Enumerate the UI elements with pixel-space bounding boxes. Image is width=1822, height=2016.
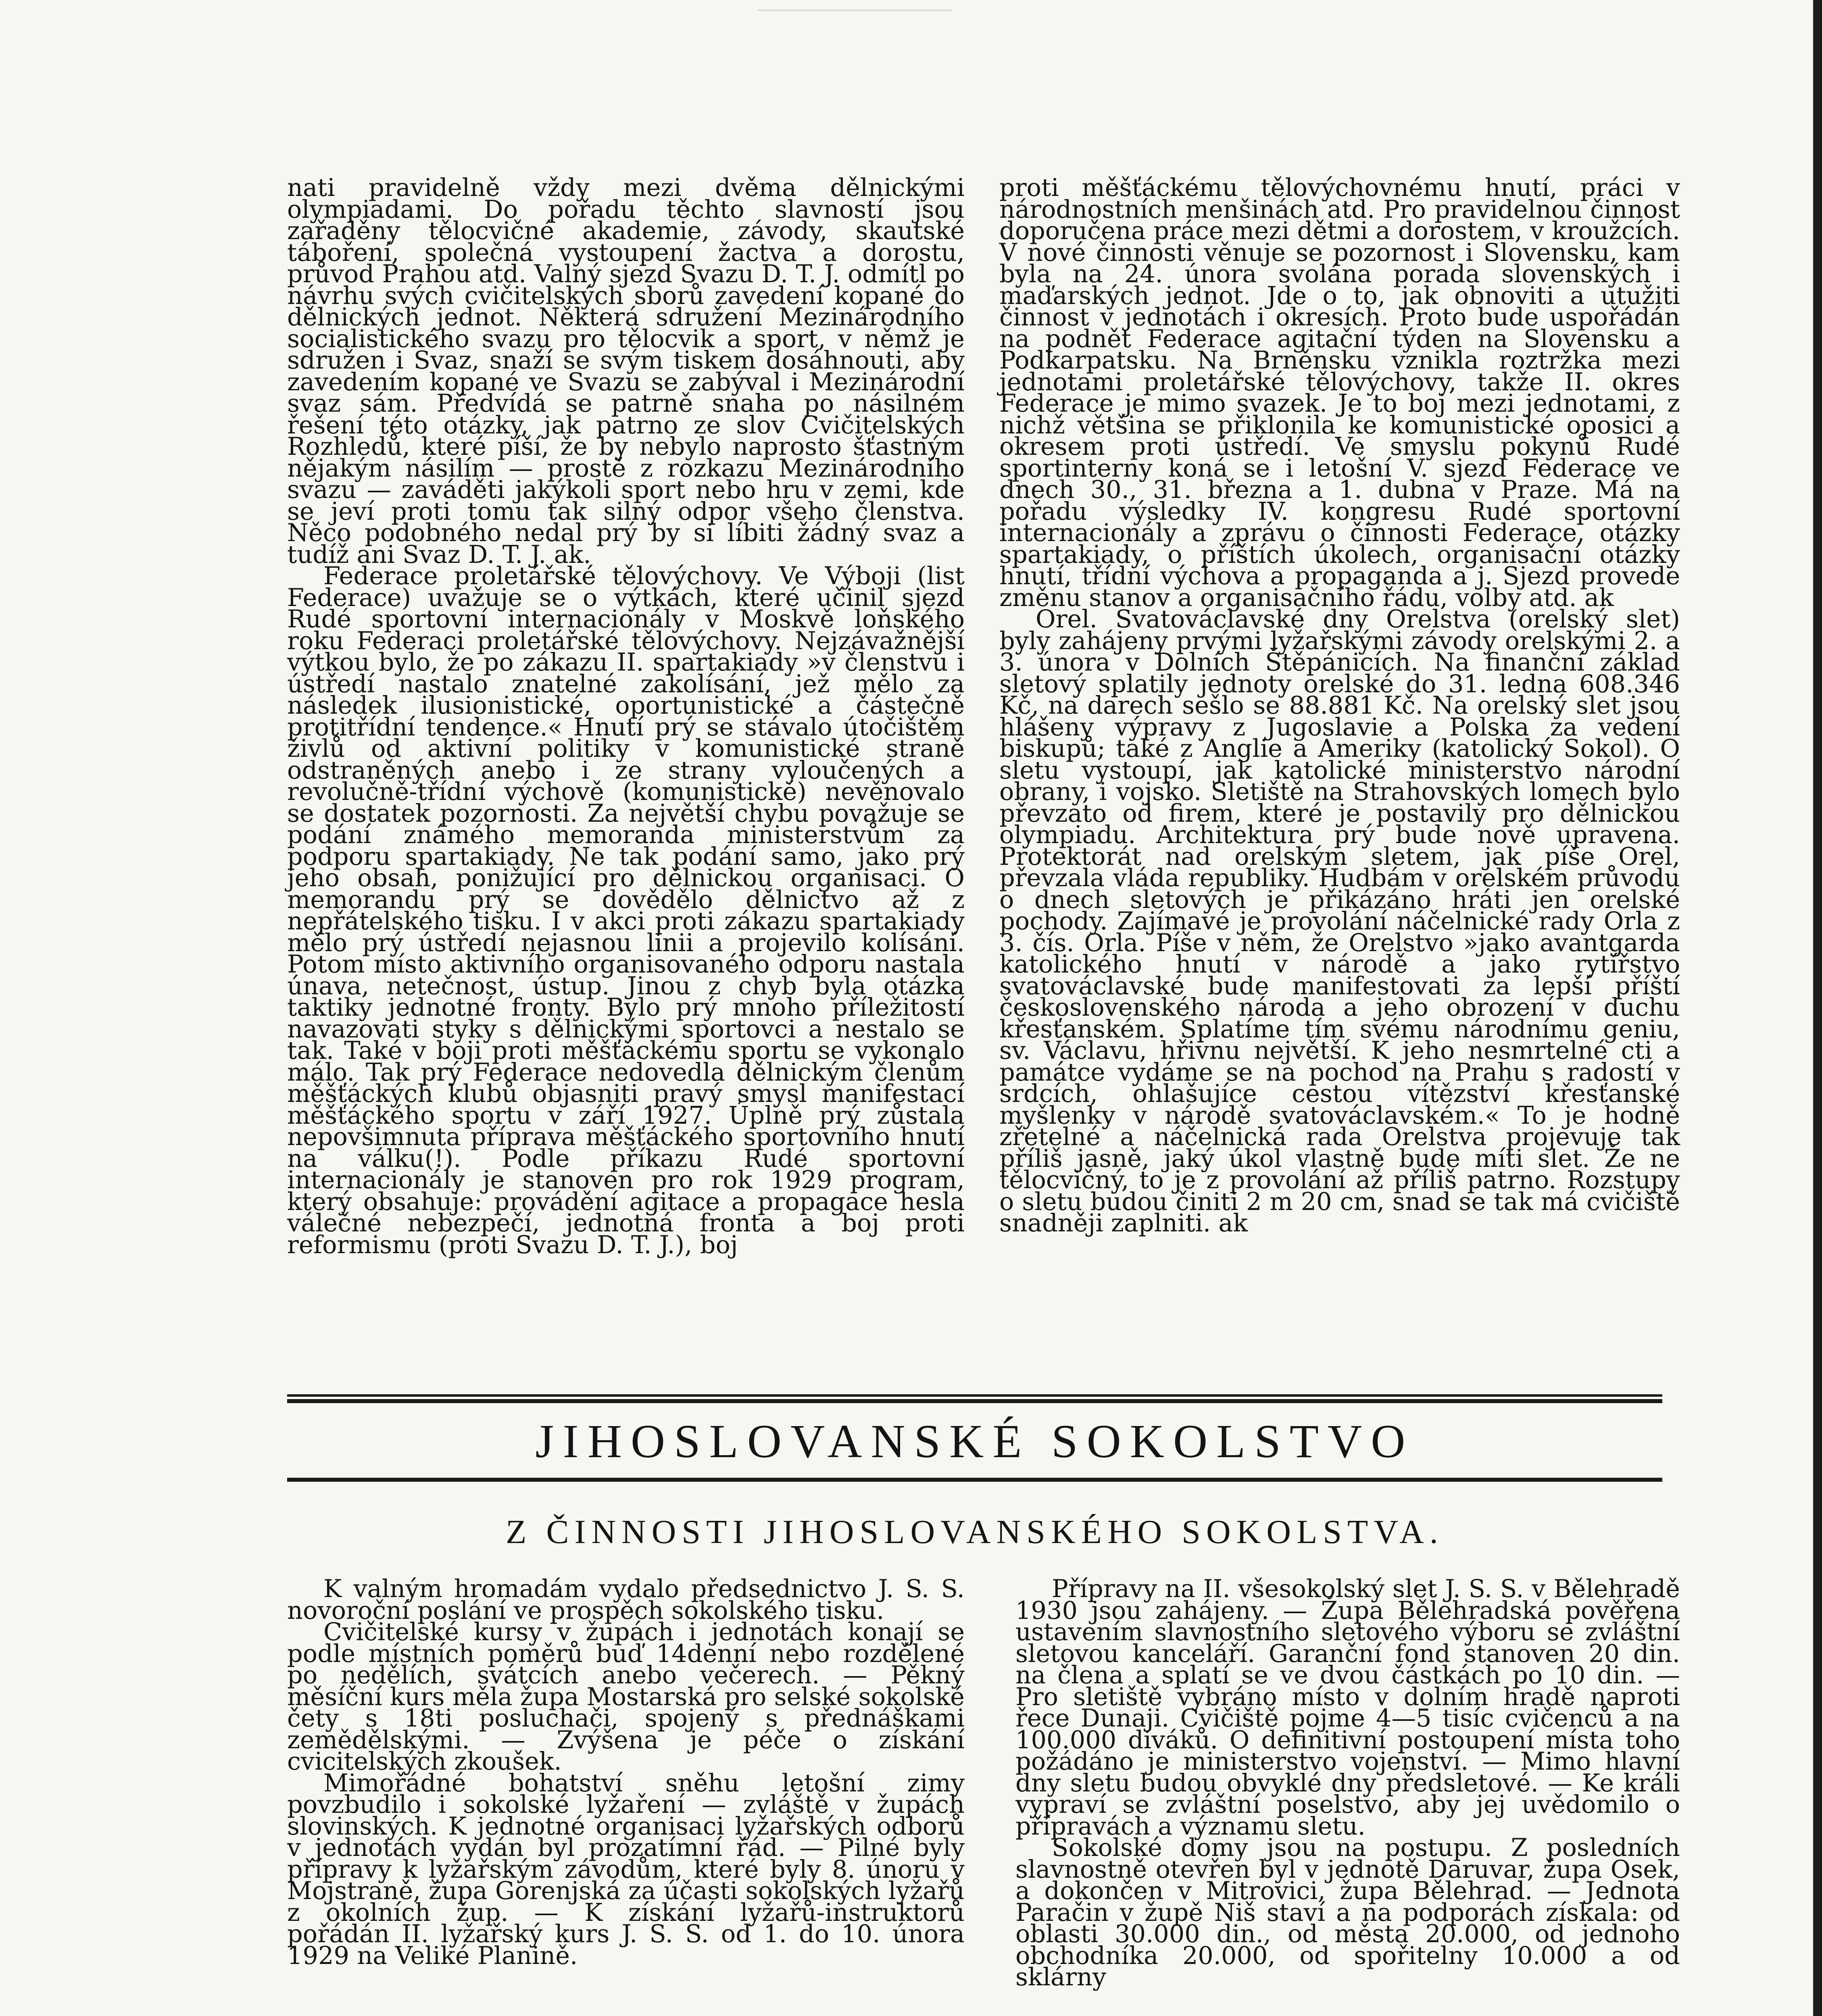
section-divider-bottom	[287, 1478, 1662, 1482]
bottom-left-column	[287, 1575, 965, 1970]
paragraph: Federace proletářské tělovýchovy. Ve Výboji (list Federace) uvažuje se o výtkách, které učinil sjezd Rudé sportovní internacionály v Moskvě loňského roku Federaci proletářské tělovýchovy. Nejzávažnější výtkou bylo, že po zákazu II. spartakiady »v členstvu i ústředí nastalo znatelné zakolísání, jež mělo za následek ilusionistické, oportunistické a částečně protitřídní tendence.« Hnutí prý se stávalo útočištěm živlů od aktivní politiky v komunistické straně odstraněných anebo i ze strany vyloučených a revolučně-třídní výchově (komunistické) nevěnovalo se dostatek pozornosti. Za největší chybu považuje se podání známého memoranda ministerstvům za podporu spartakiady. Ne tak podání samo, jako prý jeho obsah, ponižující pro dělnickou organisaci. O memorandu prý se dovědělo dělnictvo až z nepřátelského tisku. I v akci proti zákazu spartakiady mělo prý ústředí nejasnou linii a projevilo kolísání. Potom místo aktivního organisovaného odporu nastala únava, netečnost, ústup. Jinou z chyb byla otázka taktiky jednotné fronty. Bylo prý mnoho příležitostí navazovati styky s dělnickými sportovci a nestalo se tak. Také v boji proti měšťáckému sportu se vykonalo málo. Tak prý Federace nedovedla dělnickým členům měšťáckých klubů objasniti pravý smysl manifestací měšťáckého sportu v září 1927. Úplně prý zůstala nepovšimnuta příprava měšťáckého sportovního hnutí na válku(!). Podle příkazu Rudé sportovní internacionály je stanoven pro rok 1929 program, který obsahuje: provádění agitace a propagace hesla válečné nebezpečí, jednotná fronta a boj proti reformismu (proti Svazu D. T. J.), boj	[287, 562, 965, 1259]
top-edge-mark	[758, 0, 952, 11]
paragraph: Orel. Svatováclavské dny Orelstva (orelský slet) byly zahájeny prvými lyžařskými závody orelskými 2. a 3. února v Dolních Štěpánicích. Na finanční základ sletový splatily jednoty orelské do 31. ledna 608.346 Kč, na darech sešlo se 88.881 Kč. Na orelský slet jsou hlášeny výpravy z Jugoslavie a Polska za vedení biskupů; také z Anglie a Ameriky (katolický Sokol). O sletu vystoupí, jak katolické ministerstvo národní obrany, i vojsko. Sletiště na Strahovských lomech bylo převzato od firem, které je postavily pro dělnickou olympiadu. Architektura prý bude nově upravena. Protektorát nad orelským sletem, jak píše Orel, převzala vláda republiky. Hudbám v orelském průvodu o dnech sletových je přikázáno hráti jen orelské pochody. Zajímavé je provolání náčelnické rady Orla z 3. čís. Orla. Píše v něm, že Orelstvo »jako avantgarda katolického hnutí v národě a jako rytířstvo svatováclavské bude manifestovati za lepší příští československého národa a jeho obrození v duchu křesťanském. Splatíme tím svému národnímu geniu, sv. Václavu, hřivnu největší. K jeho nesmrtelné cti a památce vydáme se na pochod na Prahu s radostí v srdcích, ohlašujíce cestou vítězství křesťanské myšlenky v národě svatováclavském.« To je hodně zřetelné a náčelnická rada Orelstva projevuje tak příliš jasně, jaký úkol vlastně bude míti slet. Že ne tělocvičný, to je z provolání až příliš patrno. Rozstupy o sletu budou činiti 2 m 20 cm, snad se tak má cvičiště snadněji zaplniti. ak	[999, 605, 1680, 1237]
bottom-right-column	[1015, 1575, 1680, 1991]
paragraph: Sokolské domy jsou na postupu. Z posledních slavnostně otevřen byl v jednotě Daruvar, župa Osek, a dokončen v Mitrovici, župa Bělehrad. — Jednota Paračin v župě Niš staví a na podporách získala: od oblasti 30.000 din., od města 20.000, od jednoho obchodníka 20.000, od spořitelny 10.000 a od sklárny	[1015, 1834, 1680, 1991]
paragraph: K valným hromadám vydalo předsednictvo J. S. S. novoroční poslání ve prospěch sokolského tisku.	[287, 1575, 965, 1625]
section-title: JIHOSLOVANSKÉ SOKOLSTVO	[535, 1415, 1414, 1468]
article-title: Z ČINNOSTI JIHOSLOVANSKÉHO SOKOLSTVA.	[506, 1513, 1444, 1551]
section-divider-top-thin	[287, 1394, 1662, 1397]
paragraph: Mimořádné bohatství sněhu letošní zimy povzbudilo i sokolské lyžaření — zvláště v župách slovinských. K jednotné organisaci lyžařských odborů v jednotách vydán byl prozatímní řád. — Pilné byly přípravy k lyžařským závodům, které byly 8. únoru v Mojstraně, župa Gorenjská za účasti sokolských lyžařů z okolních žup. — K získání lyžařů-instruktorů pořádán II. lyžařský kurs J. S. S. od 1. do 10. února 1929 na Veliké Planině.	[287, 1769, 965, 1970]
top-left-column	[287, 174, 965, 1259]
paragraph: Přípravy na II. všesokolský slet J. S. S. v Bělehradě 1930 jsou zahájeny. — Župa Bělehradská pověřena ustavením slavnostního sletového výboru se zvláštní sletovou kanceláří. Garanční fond stanoven 20 din. na člena a splatí se ve dvou částkách po 10 din. — Pro sletiště vybráno místo v dolním hradě naproti řece Dunaji. Cvičiště pojme 4—5 tisíc cvičenců a na 100.000 diváků. O definitivní postoupení místa toho požádáno je ministerstvo vojenství. — Mimo hlavní dny sletu budou obvyklé dny předsletové. — Ke králi vypraví se zvláštní poselstvo, aby jej uvědomilo o přípravách a významu sletu.	[1015, 1575, 1680, 1841]
top-right-column	[999, 174, 1680, 1237]
section-divider-top-thick	[287, 1399, 1662, 1403]
paragraph: nati pravidelně vždy mezi dvěma dělnickými olympiadami. Do pořadu těchto slavností jsou zařaděny tělocvičné akademie, závody, skautské táboření, společná vystoupení žactva a dorostu, průvod Prahou atd. Valný sjezd Svazu D. T. J. odmítl po návrhu svých cvičitelských sborů zavedení kopané do dělnických jednot. Některá sdružení Mezinárodního socialistického svazu pro tělocvik a sport, v němž je sdružen i Svaz, snaží se svým tiskem dosáhnouti, aby zavedením kopané ve Svazu se zabýval i Mezinárodní svaz sám. Předvídá se patrně snaha po násilném řešení této otázky, jak patrno ze slov Cvičitelských Rozhledů, které píší, že by nebylo naprosto šťastným nějakým násilím — prostě z rozkazu Mezinárodního svazu — zaváděti jakýkoli sport nebo hru v zemi, kde se jeví proti tomu tak silný odpor všeho členstva. Něco podobného nedal prý by si líbiti žádný svaz a tudíž ani Svaz D. T. J. ak.	[287, 174, 965, 569]
paragraph: proti měšťáckému tělovýchovnému hnutí, práci v národnostních menšinách atd. Pro pravidelnou činnost doporučena práce mezi dětmi a dorostem, v kroužcích. V nové činnosti věnuje se pozornost i Slovensku, kam byla na 24. února svolána porada slovenských i maďarských jednot. Jde o to, jak obnoviti a utužiti činnost v jednotách i okresích. Proto bude uspořádán na podnět Federace agitační týden na Slovensku a Podkarpatsku. Na Brněnsku vznikla roztržka mezi jednotami proletářské tělovýchovy, takže II. okres Federace je mimo svazek. Je to boj mezi jednotami, z nichž většina se přiklonila ke komunistické oposici a okresem proti ústředí. Ve smyslu pokynů Rudé sportinterny koná se i letošní V. sjezd Federace ve dnech 30., 31. března a 1. dubna v Praze. Má na pořadu výsledky IV. kongresu Rudé sportovní internacionály a zprávu o činnosti Federace, otázky spartakiady, o příštích úkolech, organisační otázky hnutí, třídní výchova a propaganda a j. Sjezd provede změnu stanov a organisačního řádu, volby atd. ak	[999, 174, 1680, 612]
paragraph: Cvičitelské kursy v župách i jednotách konají se podle místních poměrů buď 14denní nebo rozdělené po nedělích, svátcích anebo večerech. — Pěkný měsíční kurs měla župa Mostarská pro selské sokolské čety s 18ti posluchači, spojený s přednáškami zemědělskými. — Zvýšena je péče o získání cvicitelských zkoušek.	[287, 1618, 965, 1776]
